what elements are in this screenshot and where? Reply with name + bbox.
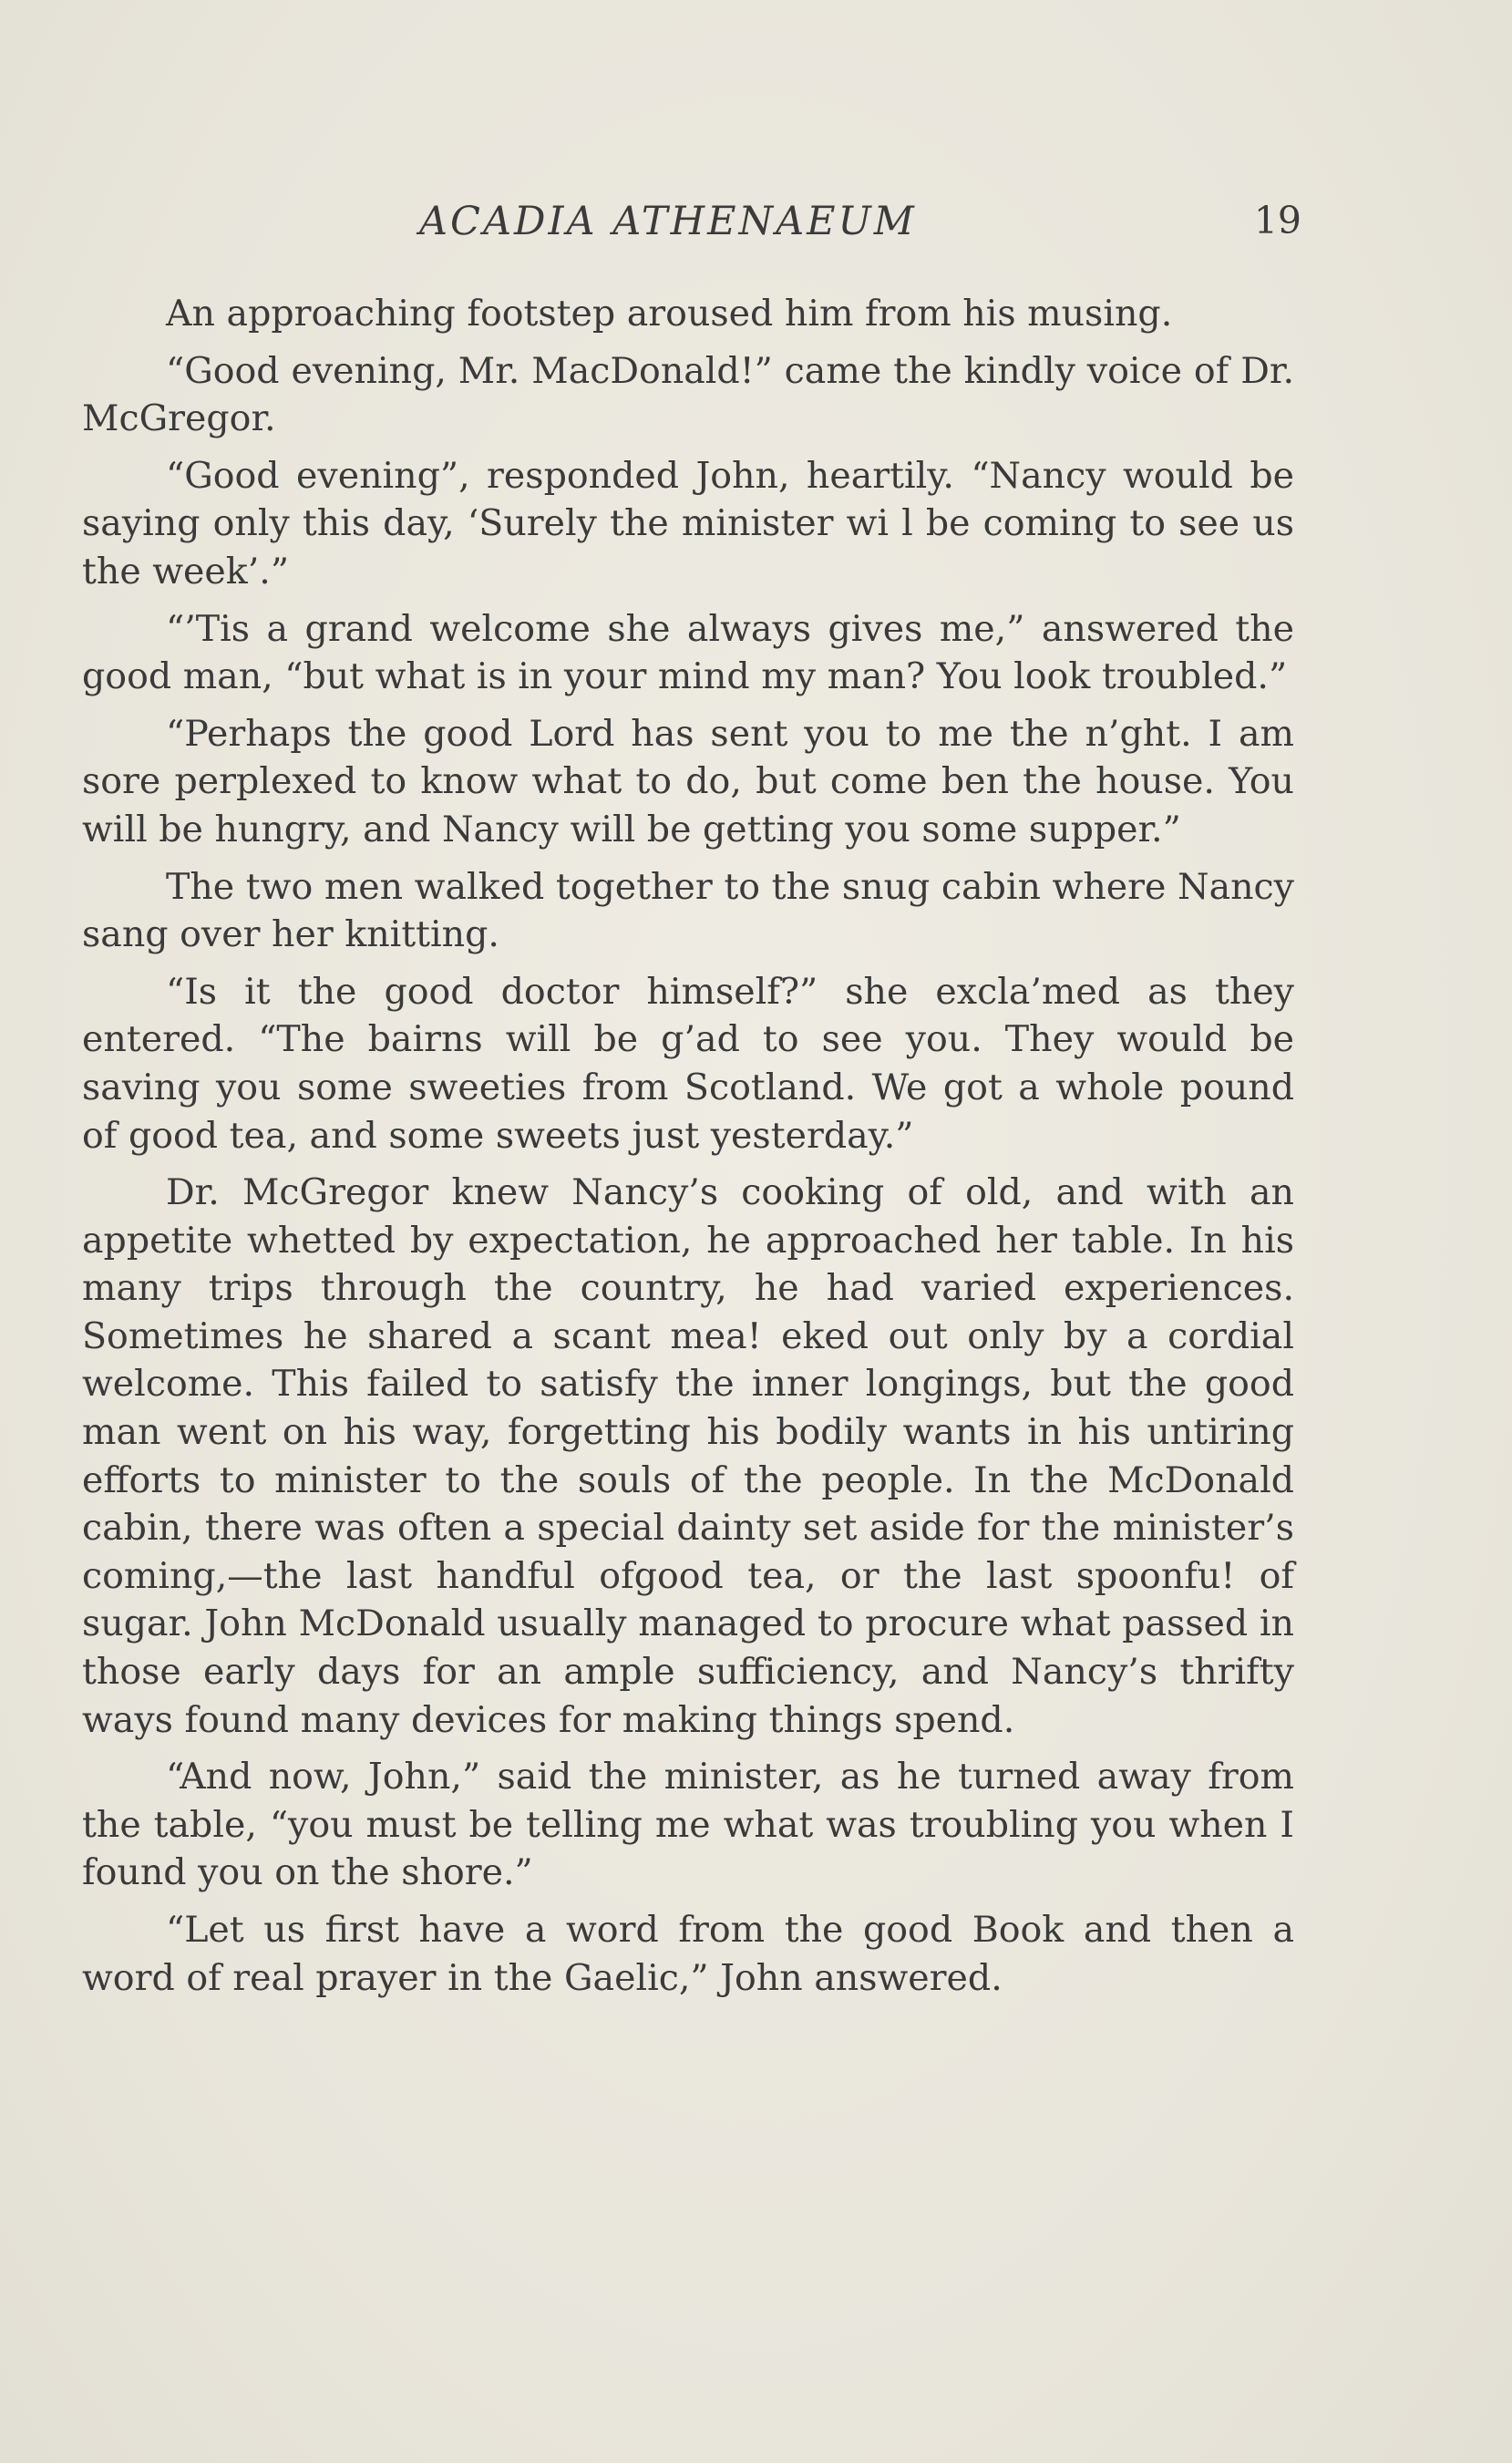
- running-head: [82, 199, 1301, 253]
- paragraph: “Good evening, Mr. MacDonald!” came the kindly voice of Dr. McGregor.: [82, 349, 1294, 440]
- paragraph: Dr. McGregor knew Nancy’s cooking of old, and with an appetite whetted by expectation, he approached her table. In his many trips through the country, he had varied experiences. Sometimes he shared a scant mea! eked out only by a cordial welcome. This failed to satisfy the inner longings, but the good man went on his way, forgetting his bodily wants in his untiring efforts to minister to the souls of the people. In the McDonald cabin, there was often a special dainty set aside for the minister’s coming,—the last handful ofgood tea, or the last spoonfu! of sugar. John McDonald usually managed to procure what passed in those early days for an ample sufficiency, and Nancy’s thrifty ways found many devices for making things spend.: [82, 1171, 1294, 1741]
- paragraph: “And now, John,” said the minister, as he turned away from the table, “you must be telling me what was troubling you when I found you on the shore.”: [82, 1756, 1294, 1894]
- paragraph: “’Tis a grand welcome she always gives me,” answered the good man, “but what is in your mind my man? You look troubled.”: [82, 607, 1294, 698]
- paragraph: “Let us first have a word from the good Book and then a word of real prayer in the Gaelic,” John answered.: [82, 1909, 1294, 1999]
- paragraph: “Is it the good doctor himself?” she excla’med as they entered. “The bairns will be g’ad to see you. They would be saving you some sweeties from Scotland. We got a whole pound of good tea, and some sweets just yesterday.”: [82, 970, 1294, 1157]
- paragraph: An approaching footstep aroused him from his musing.: [166, 293, 1173, 335]
- paragraph: “Perhaps the good Lord has sent you to me the n’ght. I am sore perplexed to know what to do, but come ben the house. You will be hungry, and Nancy will be getting you some supper.”: [82, 712, 1294, 850]
- page-number: 19: [1253, 199, 1301, 242]
- paragraph: “Good evening”, responded John, heartily. “Nancy would be saying only this day, ‘Surely the minister wi l be coming to see us the week’.”: [82, 454, 1294, 593]
- running-title: ACADIA ATHENAEUM: [419, 199, 917, 244]
- body-text: [82, 290, 1294, 2011]
- paragraph: The two men walked together to the snug cabin where Nancy sang over her knitting.: [82, 865, 1294, 956]
